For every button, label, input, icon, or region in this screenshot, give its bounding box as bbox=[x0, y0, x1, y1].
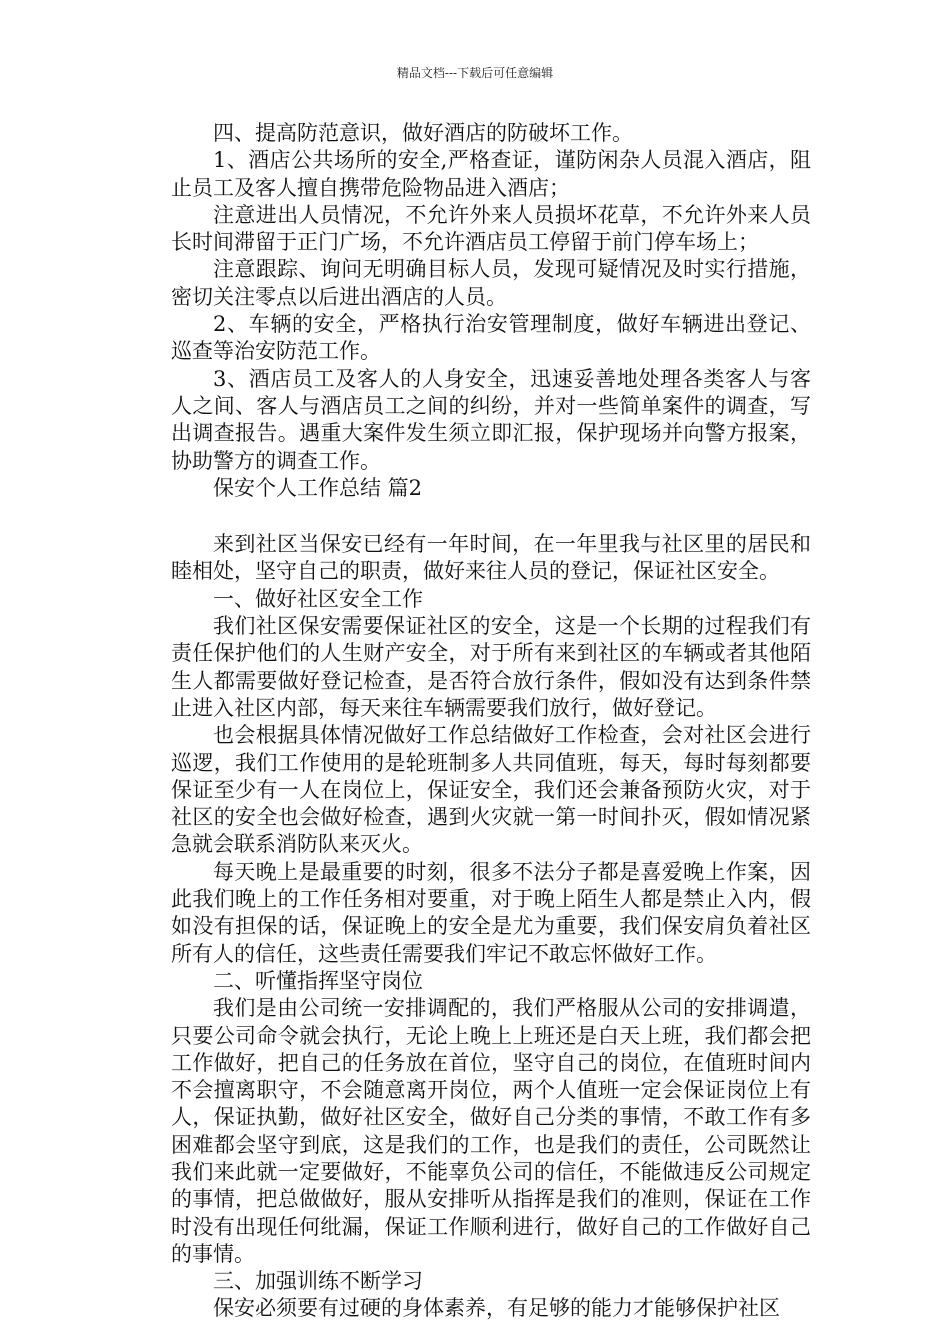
paragraph: 2、车辆的安全，严格执行治安管理制度，做好车辆进出登记、巡查等治安防范工作。 bbox=[171, 312, 811, 364]
section-heading: 三、加强训练不断学习 bbox=[213, 1269, 423, 1294]
paragraph: 每天晚上是最重要的时刻，很多不法分子都是喜爱晚上作案，因此我们晚上的工作任务相对要重，对于晚上陌生人都是禁止入内，假如没有担保的话，保证晚上的安全是尤为重要，我们保安肩负着社区所有人的信任，这些责任需要我们牢记不敢忘怀做好工作。 bbox=[171, 859, 811, 966]
section-heading: 四、提高防范意识，做好酒店的防破坏工作。 bbox=[213, 121, 633, 145]
section-heading: 二、听懂指挥坚守岗位 bbox=[213, 968, 423, 993]
paragraph: 我们社区保安需要保证社区的安全，这是一个长期的过程我们有责任保护他们的人生财产安全，对于所有来到社区的车辆或者其他陌生人都需要做好登记检查，是否符合放行条件，假如没有达到条件禁止进入社区内部，每天来往车辆需要我们放行，做好登记。 bbox=[171, 614, 811, 720]
paragraph: 注意跟踪、询问无明确目标人员，发现可疑情况及时实行措施，密切关注零点以后进出酒店的人员。 bbox=[171, 257, 811, 309]
section-heading: 一、做好社区安全工作 bbox=[213, 586, 423, 611]
page-header: 精品文档---下载后可任意编辑 bbox=[396, 66, 554, 80]
document-body bbox=[171, 120, 811, 1323]
blank-line bbox=[171, 502, 811, 531]
paragraph: 来到社区当保安已经有一年时间，在一年里我与社区里的居民和睦相处，坚守自己的职责，做好来往人员的登记，保证社区安全。 bbox=[171, 532, 811, 584]
paragraph: 保安必须要有过硬的身体素养，有足够的能力才能够保护社区 bbox=[213, 1296, 780, 1321]
paragraph: 注意进出人员情况，不允许外来人员损坏花草，不允许外来人员长时间滞留于正门广场，不允许酒店员工停留于前门停车场上； bbox=[171, 202, 811, 255]
article-title: 保安个人工作总结 篇2 bbox=[213, 475, 423, 500]
paragraph: 我们是由公司统一安排调配的，我们严格服从公司的安排调遣，只要公司命令就会执行，无论上晚上上班还是白天上班，我们都会把工作做好，把自己的任务放在首位，坚守自己的岗位，在值班时间内不会擅离职守，不会随意离开岗位，两个人值班一定会保证岗位上有人，保证执勤，做好社区安全，做好自己分类的事情，不敢工作有多困难都会坚守到底，这是我们的工作，也是我们的责任，公司既然让我们来此就一定要做好，不能辜负公司的信任，不能做违反公司规定的事情，把总做做好，服从安排听从指挥是我们的准则，保证在工作时没有出现任何纰漏，保证工作顺利进行，做好自己的工作做好自己的事情。 bbox=[171, 996, 811, 1266]
paragraph: 也会根据具体情况做好工作总结做好工作检查，会对社区会进行巡逻，我们工作使用的是轮班制多人共同值班，每天，每时每刻都要保证至少有一人在岗位上，保证安全，我们还会兼备预防火灾，对于社区的安全也会做好检查，遇到火灾就一第一时间扑灭，假如情况紧急就会联系消防队来灭火。 bbox=[171, 723, 811, 857]
paragraph: 3、酒店员工及客人的人身安全，迅速妥善地处理各类客人与客人之间、客人与酒店员工之间的纠纷，并对一些简单案件的调查，写出调查报告。遇重大案件发生须立即汇报，保护现场并向警方报案，协助警方的调查工作。 bbox=[171, 366, 811, 473]
paragraph: 1、酒店公共场所的安全,严格查证，谨防闲杂人员混入酒店，阻止员工及客人擅自携带危险物品进入酒店； bbox=[171, 148, 811, 200]
